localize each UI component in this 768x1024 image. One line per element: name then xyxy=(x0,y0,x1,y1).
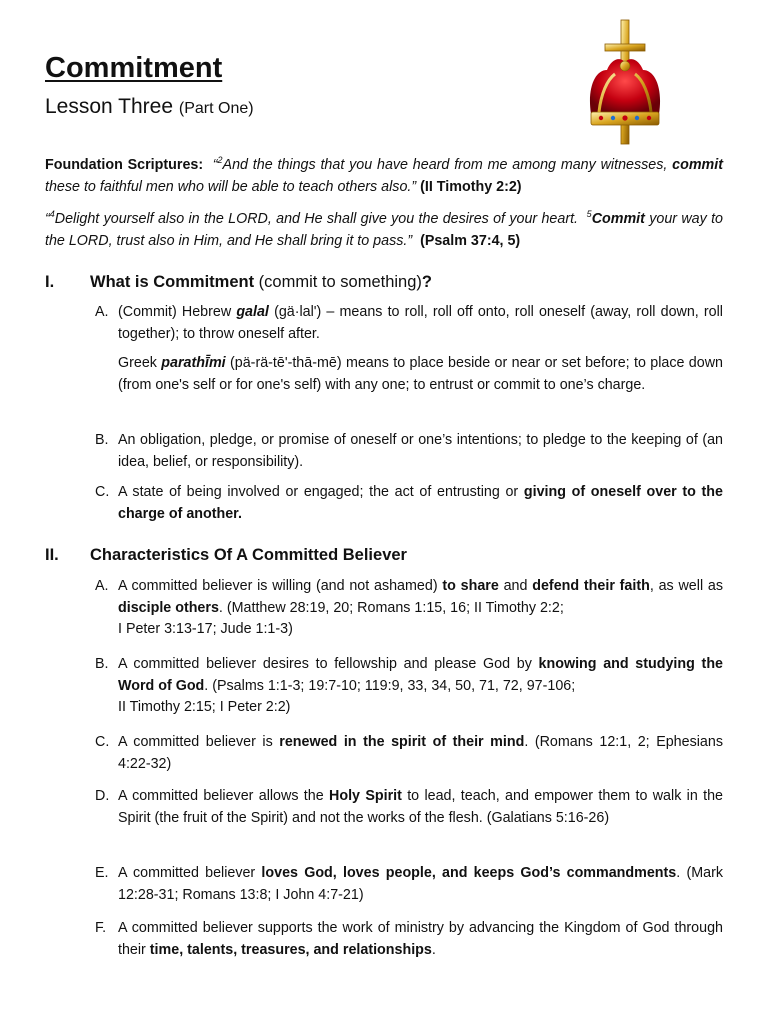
list-item-text: A committed believer loves God, loves people, and keeps God’s commandments. (Mark 12:28-31; Romans 13:8; I John 4:7-21) xyxy=(118,865,723,903)
section-title xyxy=(90,273,432,292)
list-item-text: Greek parathī̄mi (pä-rä-tē'-thā-mē) means to place beside or near or set before; to place down (from one's self or for one's self) with any one; to entrust or commit to one’s charge. xyxy=(118,355,723,393)
foundation-scripture-2 xyxy=(45,209,723,252)
section-number: I. xyxy=(45,273,55,291)
page-title: Commitment xyxy=(45,52,223,84)
verse-number: 5 xyxy=(586,209,592,220)
list-item-text: A committed believer desires to fellowship and please God by knowing and studying the Word of God. (Psalms 1:1-3; 19:7-10; 119:9, 33, 34, 50, 71, 72, 97-106; II Timothy 2:15; I Peter 2:2) xyxy=(118,656,724,715)
scripture-emphasis: Commit xyxy=(591,211,645,227)
scripture-reference: (II Timothy 2:2) xyxy=(420,178,522,195)
list-letter: C. xyxy=(95,484,110,500)
list-letter: A. xyxy=(95,578,109,594)
hebrew-word: galal xyxy=(236,304,269,320)
list-item xyxy=(95,918,723,961)
lesson-part: (Part One) xyxy=(178,100,254,117)
list-letter: A. xyxy=(95,304,109,320)
quote-mark: “ xyxy=(212,157,218,173)
section-number: II. xyxy=(45,546,59,564)
crown-cross-icon xyxy=(585,18,665,146)
quote-mark: “ xyxy=(45,211,50,227)
scripture-reference: (Psalm 37:4, 5) xyxy=(420,232,521,249)
scripture-text: your way to the LORD, trust also in Him, and He shall bring it to pass.” xyxy=(45,211,724,249)
list-item-text: A state of being involved or engaged; the act of entrusting or giving of oneself over to the charge of another. xyxy=(118,484,723,522)
section-title: Characteristics Of A Committed Believer xyxy=(90,546,407,564)
list-item xyxy=(95,482,723,525)
list-item-text: A committed believer allows the Holy Spirit to lead, teach, and empower them to walk in the Spirit (the fruit of the Spirit) and not the works of the flesh. (Galatians 5:16-26) xyxy=(118,788,723,826)
list-letter: E. xyxy=(95,865,109,881)
list-item xyxy=(95,576,723,641)
list-letter: F. xyxy=(95,920,107,936)
list-letter: D. xyxy=(95,788,110,804)
list-letter: B. xyxy=(95,432,109,448)
list-item xyxy=(95,863,723,906)
list-item xyxy=(95,786,723,829)
lesson-subtitle xyxy=(45,95,254,119)
list-item-text: A committed believer is renewed in the spirit of their mind. (Romans 12:1, 2; Ephesians 4:22-32) xyxy=(118,734,723,772)
scripture-text: And the things that you have heard from me among many witnesses, xyxy=(222,157,673,173)
list-item-text: A committed believer is willing (and not ashamed) to share and defend their faith, as well as disciple others. (Matthew 28:19, 20; Romans 1:15, 16; II Timothy 2:2; I Peter 3:13-17; Jude 1:1-3) xyxy=(118,578,724,637)
list-letter: B. xyxy=(95,656,109,672)
foundation-label: Foundation Scriptures: xyxy=(45,157,204,173)
list-item-text: A committed believer supports the work of ministry by advancing the Kingdom of God through their time, talents, treasures, and relationships. xyxy=(118,920,723,958)
list-item xyxy=(95,654,723,719)
lesson-label: Lesson Three xyxy=(45,95,174,118)
list-letter: C. xyxy=(95,734,110,750)
list-item xyxy=(95,430,723,473)
verse-number: 4 xyxy=(49,209,55,220)
list-item xyxy=(95,732,723,775)
list-item xyxy=(95,302,723,396)
section-title-rest: (commit to something) xyxy=(254,273,422,291)
section-title-mark: ? xyxy=(421,273,432,291)
scripture-text: these to faithful men who will be able to teach others also.” xyxy=(45,178,417,195)
list-item-text: An obligation, pledge, or promise of oneself or one’s intentions; to pledge to the keeping of (an idea, belief, or responsibility). xyxy=(118,432,723,470)
list-item-text: (Commit) Hebrew galal (gä·lal') – means to roll, roll off onto, roll oneself (away, roll down, roll together); to throw oneself after. xyxy=(118,304,723,342)
greek-word: parathī̄mi xyxy=(161,355,226,371)
foundation-scripture-1 xyxy=(45,155,723,198)
section-title-bold: What is Commitment xyxy=(90,273,255,291)
verse-number: 2 xyxy=(217,155,223,166)
scripture-text: Delight yourself also in the LORD, and He shall give you the desires of your heart. xyxy=(54,211,579,227)
scripture-emphasis: commit xyxy=(672,157,723,173)
